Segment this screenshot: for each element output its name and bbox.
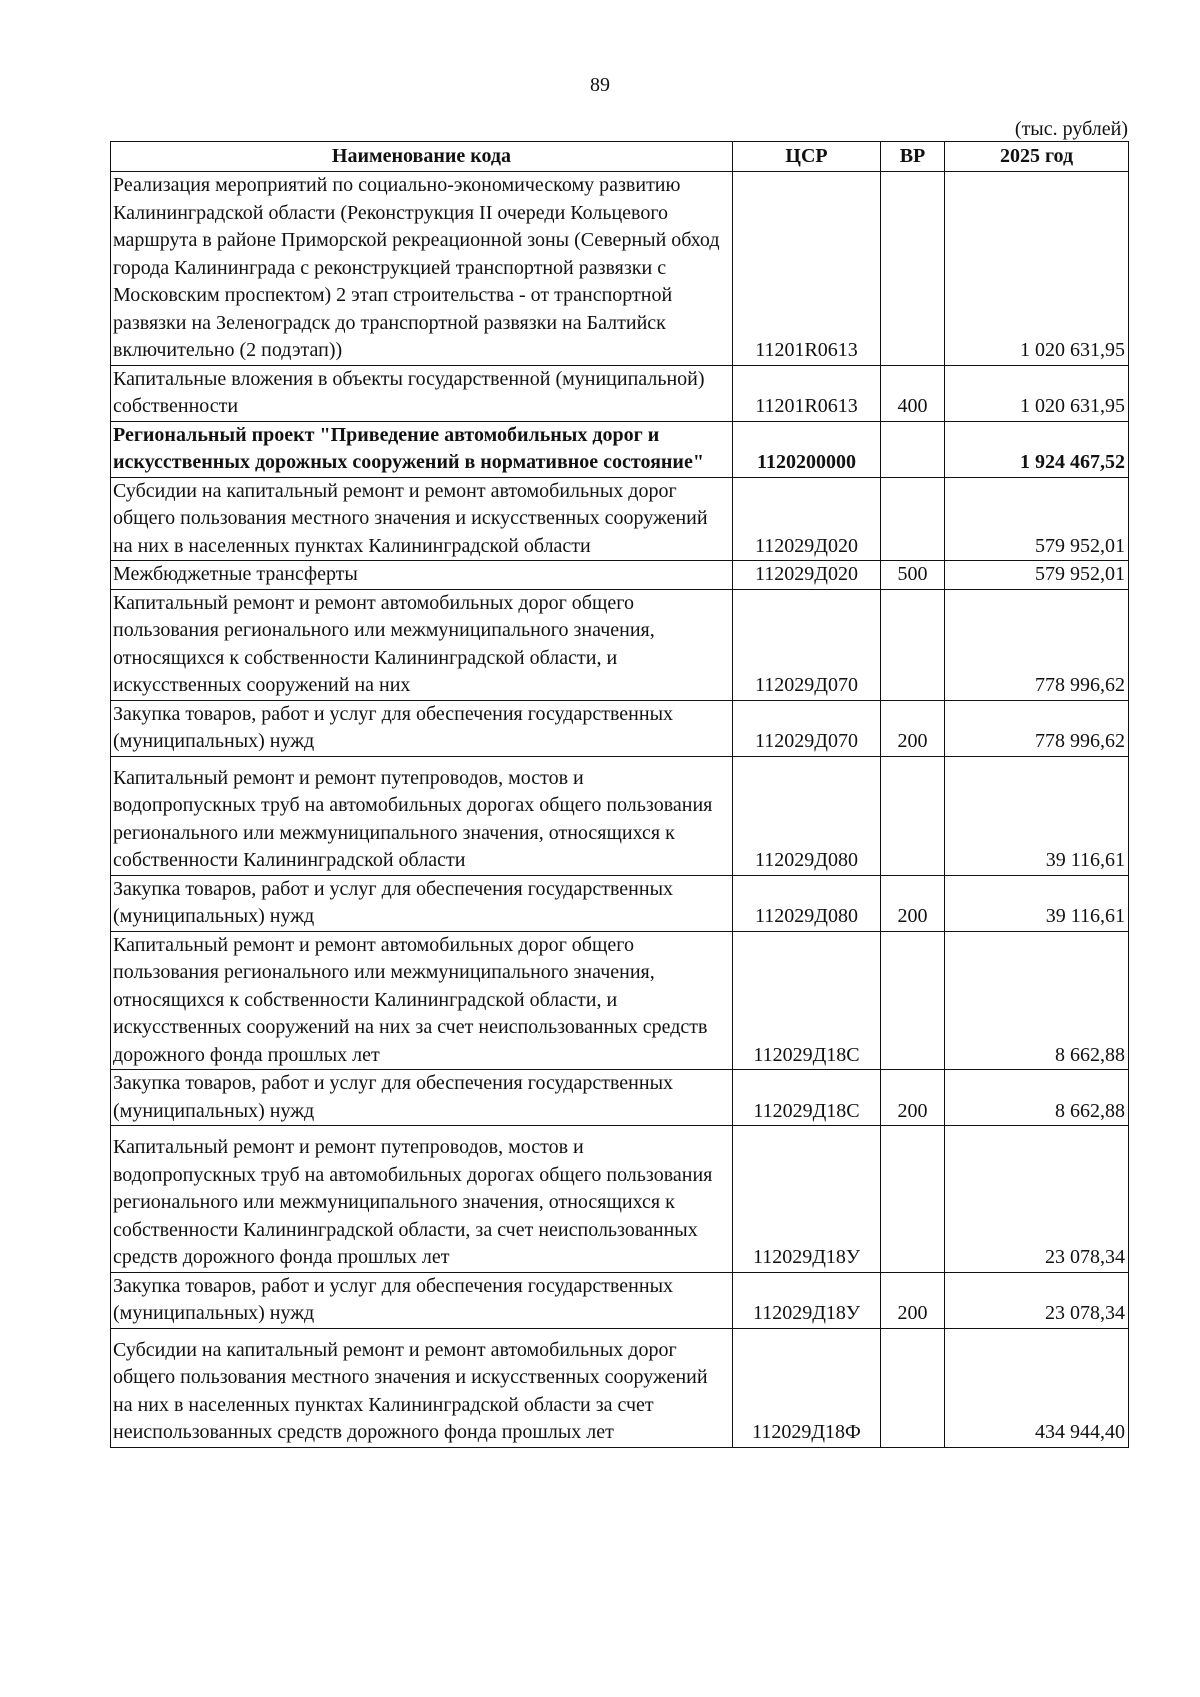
row-vr [881, 1328, 945, 1447]
row-csr: 112029Д18У [733, 1126, 881, 1273]
budget-table [110, 141, 1129, 1448]
row-amount: 8 662,88 [945, 931, 1129, 1070]
row-amount: 1 020 631,95 [945, 172, 1129, 366]
row-csr: 112029Д18У [733, 1272, 881, 1328]
row-vr [881, 172, 945, 366]
row-amount: 434 944,40 [945, 1328, 1129, 1447]
row-amount: 579 952,01 [945, 561, 1129, 590]
table-row [111, 756, 1129, 875]
row-name: Закупка товаров, работ и услуг для обеспечения государственных (муниципальных) нужд [111, 1272, 733, 1328]
page-number: 89 [590, 74, 610, 96]
row-csr: 112029Д18С [733, 1070, 881, 1126]
table-row [111, 365, 1129, 421]
row-csr: 112029Д18С [733, 931, 881, 1070]
table-row [111, 1272, 1129, 1328]
table-row [111, 172, 1129, 366]
row-vr: 500 [881, 561, 945, 590]
row-vr [881, 421, 945, 477]
header-csr: ЦСР [733, 142, 881, 172]
row-csr: 1120200000 [733, 421, 881, 477]
row-csr: 112029Д18Ф [733, 1328, 881, 1447]
row-vr: 200 [881, 875, 945, 931]
row-vr [881, 931, 945, 1070]
table-row [111, 477, 1129, 561]
table-row [111, 421, 1129, 477]
row-name: Реализация мероприятий по социально-экономическому развитию Калининградской области (Реконструкция II очереди Кольцевого маршрута в районе Приморской рекреационной зоны (Северный обход города Калининграда с реконструкцией транспортной развязки с Московским проспектом) 2 этап строительства - от транспортной развязки на Зеленоградск до транспортной развязки на Балтийск включительно (2 подэтап)) [111, 172, 733, 366]
row-name: Капитальный ремонт и ремонт автомобильных дорог общего пользования регионального или межмуниципального значения, относящихся к собственности Калининградской области, и искусственных сооружений на них [111, 589, 733, 700]
header-name: Наименование кода [111, 142, 733, 172]
row-amount: 23 078,34 [945, 1272, 1129, 1328]
row-vr [881, 756, 945, 875]
row-amount: 1 020 631,95 [945, 365, 1129, 421]
row-csr: 112029Д080 [733, 875, 881, 931]
row-name: Закупка товаров, работ и услуг для обеспечения государственных (муниципальных) нужд [111, 700, 733, 756]
row-vr: 200 [881, 1272, 945, 1328]
table-row [111, 1070, 1129, 1126]
row-name: Субсидии на капитальный ремонт и ремонт автомобильных дорог общего пользования местного значения и искусственных сооружений на них в населенных пунктах Калининградской области [111, 477, 733, 561]
row-name: Закупка товаров, работ и услуг для обеспечения государственных (муниципальных) нужд [111, 875, 733, 931]
row-csr: 112029Д020 [733, 561, 881, 590]
header-vr: ВР [881, 142, 945, 172]
row-amount: 778 996,62 [945, 589, 1129, 700]
row-vr: 400 [881, 365, 945, 421]
units-label: (тыс. рублей) [1014, 118, 1128, 140]
row-csr: 11201R0613 [733, 365, 881, 421]
table-row [111, 931, 1129, 1070]
row-vr: 200 [881, 700, 945, 756]
row-csr: 112029Д070 [733, 700, 881, 756]
table-header-row [111, 142, 1129, 172]
row-amount: 778 996,62 [945, 700, 1129, 756]
row-name: Региональный проект "Приведение автомобильных дорог и искусственных дорожных сооружений в нормативное состояние" [111, 421, 733, 477]
row-name: Закупка товаров, работ и услуг для обеспечения государственных (муниципальных) нужд [111, 1070, 733, 1126]
row-amount: 579 952,01 [945, 477, 1129, 561]
row-name: Капитальный ремонт и ремонт автомобильных дорог общего пользования регионального или межмуниципального значения, относящихся к собственности Калининградской области, и искусственных сооружений на них за счет неиспользованных средств дорожного фонда прошлых лет [111, 931, 733, 1070]
row-csr: 112029Д080 [733, 756, 881, 875]
row-name: Капитальный ремонт и ремонт путепроводов, мостов и водопропускных труб на автомобильных дорогах общего пользования регионального или межмуниципального значения, относящихся к собственности Калининградской области [111, 756, 733, 875]
row-csr: 112029Д070 [733, 589, 881, 700]
table-row [111, 700, 1129, 756]
row-name: Субсидии на капитальный ремонт и ремонт автомобильных дорог общего пользования местного значения и искусственных сооружений на них в населенных пунктах Калининградской области за счет неиспользованных средств дорожного фонда прошлых лет [111, 1328, 733, 1447]
table-row [111, 1126, 1129, 1273]
row-vr [881, 1126, 945, 1273]
table-row [111, 1328, 1129, 1447]
row-vr [881, 477, 945, 561]
row-amount: 39 116,61 [945, 756, 1129, 875]
row-vr [881, 589, 945, 700]
row-name: Капитальный ремонт и ремонт путепроводов, мостов и водопропускных труб на автомобильных дорогах общего пользования регионального или межмуниципального значения, относящихся к собственности Калининградской области, за счет неиспользованных средств дорожного фонда прошлых лет [111, 1126, 733, 1273]
row-amount: 8 662,88 [945, 1070, 1129, 1126]
table-row [111, 875, 1129, 931]
table-row [111, 589, 1129, 700]
table-row [111, 561, 1129, 590]
row-amount: 39 116,61 [945, 875, 1129, 931]
row-csr: 11201R0613 [733, 172, 881, 366]
row-amount: 23 078,34 [945, 1126, 1129, 1273]
row-name: Межбюджетные трансферты [111, 561, 733, 590]
row-amount: 1 924 467,52 [945, 421, 1129, 477]
row-csr: 112029Д020 [733, 477, 881, 561]
row-vr: 200 [881, 1070, 945, 1126]
row-name: Капитальные вложения в объекты государственной (муниципальной) собственности [111, 365, 733, 421]
header-amount: 2025 год [945, 142, 1129, 172]
